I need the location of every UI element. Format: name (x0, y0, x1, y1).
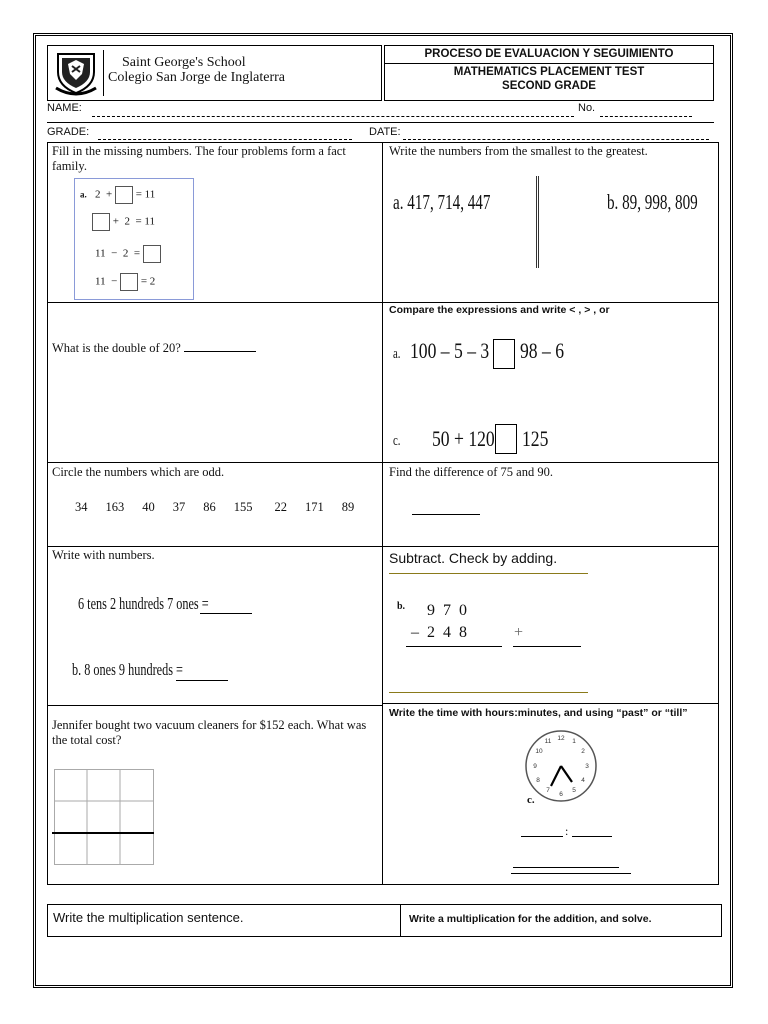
row-divider-1 (47, 302, 719, 303)
q5-prompt: Circle the numbers which are odd. (52, 465, 225, 479)
clock-number: 9 (533, 763, 537, 770)
q12-prompt: Write a multiplication for the addition, and solve. (409, 913, 652, 925)
q4-prompt: Compare the expressions and write < , > , or (389, 304, 610, 316)
q5-number[interactable]: 89 (341, 500, 355, 514)
header-right-divider (384, 63, 714, 64)
q10-hours-line[interactable] (521, 836, 563, 837)
school-name-es: Colegio San Jorge de Inglaterra (108, 70, 286, 85)
clock-number: 2 (581, 748, 585, 755)
q7-b: b. 8 ones 9 hundreds = (72, 660, 183, 679)
q2-prompt: Write the numbers from the smallest to the greatest. (389, 144, 648, 158)
date-label: DATE: (369, 126, 401, 138)
q1-answer-box[interactable] (143, 245, 161, 263)
q7-a-answer-line[interactable] (200, 613, 252, 614)
q10-minutes-line[interactable] (572, 836, 612, 837)
q4-a: a. 100 – 5 – 3 (393, 338, 490, 363)
q8-bottom-number: – 2 4 8 (411, 624, 469, 641)
row-divider-4 (382, 703, 719, 704)
q5-number[interactable]: 163 (105, 500, 125, 514)
q1-prompt: Fill in the missing numbers. The four problems form a fact family. (52, 144, 346, 173)
q2-divider (536, 176, 539, 268)
q7-b-answer-line[interactable] (176, 680, 228, 681)
clock-number: 11 (544, 738, 552, 745)
q4-c: c. (393, 433, 401, 449)
q5-number[interactable]: 34 (75, 500, 88, 514)
row-divider-4b (47, 705, 382, 706)
q1-row-1: a. 2 + = 11 (80, 186, 155, 204)
q1-row-4: 11 − = 2 (95, 273, 155, 291)
q8-plus: + (514, 624, 524, 641)
q5-number[interactable]: 155 (233, 500, 253, 514)
clock-number: 1 (572, 738, 576, 745)
q8-line-bottom (389, 692, 588, 693)
q10-prompt: Write the time with hours:minutes, and using “past” or “till” (389, 707, 688, 719)
q10-label: c. (527, 794, 535, 806)
school-name: Saint George's School (122, 55, 246, 70)
q1-row-2: + 2 = 11 (92, 213, 155, 231)
q8-prompt: Subtract. Check by adding. (389, 550, 558, 566)
q1-row-3: 11 − 2 = (95, 245, 161, 263)
name-field[interactable] (92, 116, 574, 117)
row-divider-3 (47, 546, 719, 547)
process-title: PROCESO DE EVALUACION Y SEGUIMIENTO (424, 48, 674, 60)
clock-number: 5 (572, 787, 576, 794)
q10-words-line-1[interactable] (513, 867, 619, 868)
q7-prompt: Write with numbers. (52, 548, 155, 562)
q4-c-answer-box[interactable] (495, 424, 517, 454)
q6-prompt: Find the difference of 75 and 90. (389, 465, 553, 479)
q4-c-right: 125 (522, 426, 549, 451)
clock-number: 7 (546, 787, 550, 794)
q1-answer-box[interactable] (115, 186, 133, 204)
q2-b: b. 89, 998, 809 (607, 190, 698, 214)
q9-work-grid[interactable] (54, 769, 154, 865)
q10-colon: : (565, 824, 569, 838)
q8-top-number: 9 7 0 (427, 602, 469, 619)
clock-number: 12 (557, 735, 565, 742)
clock-icon (523, 728, 599, 804)
q4-c-left: 50 + 120 (432, 426, 495, 451)
clock-number: 10 (535, 748, 543, 755)
q8-label: b. (397, 601, 406, 612)
name-row-line (47, 122, 714, 123)
q11-prompt: Write the multiplication sentence. (53, 910, 244, 925)
date-field[interactable] (403, 139, 709, 140)
q9-sum-line (52, 832, 154, 834)
q5-numbers (75, 500, 354, 515)
q1-letter: a. (80, 189, 87, 200)
grade-title: SECOND GRADE (502, 80, 596, 92)
bottom-row-divider (400, 904, 401, 937)
q1-answer-box[interactable] (120, 273, 138, 291)
q1-answer-box[interactable] (92, 213, 110, 231)
q3-prompt: What is the double of 20? (52, 341, 256, 356)
grid-center-line (382, 142, 383, 885)
no-label: No. (578, 102, 596, 114)
q10-words-line-2[interactable] (511, 873, 631, 874)
q7-a: 6 tens 2 hundreds 7 ones = (78, 594, 209, 613)
q5-number[interactable]: 86 (203, 500, 216, 514)
clock-number: 4 (581, 777, 585, 784)
clock-number: 6 (559, 791, 563, 798)
school-crest-icon (52, 50, 100, 96)
q8-line-top (389, 573, 588, 574)
q5-number[interactable]: 40 (142, 500, 155, 514)
q8-subtract-line (406, 646, 502, 647)
q3-answer-line[interactable] (184, 351, 256, 352)
q6-answer-line[interactable] (412, 514, 480, 515)
q9-prompt: Jennifer bought two vacuum cleaners for $152 each. What was the total cost? (52, 718, 367, 747)
q5-number[interactable]: 171 (305, 500, 324, 514)
clock-number: 3 (585, 763, 589, 770)
no-field[interactable] (600, 116, 692, 117)
q5-number[interactable]: 22 (274, 500, 287, 514)
q4-a-answer-box[interactable] (493, 339, 515, 369)
clock-number: 8 (536, 777, 540, 784)
grade-field[interactable] (98, 139, 352, 140)
q2-a: a. 417, 714, 447 (393, 190, 491, 214)
q8-check-line[interactable] (513, 646, 581, 647)
q4-a-right: 98 – 6 (520, 338, 564, 363)
name-label: NAME: (47, 102, 82, 114)
row-divider-2 (47, 462, 719, 463)
q5-number[interactable]: 37 (172, 500, 186, 514)
crest-divider (103, 50, 104, 96)
test-title: MATHEMATICS PLACEMENT TEST (453, 66, 645, 78)
grade-label: GRADE: (47, 126, 90, 138)
